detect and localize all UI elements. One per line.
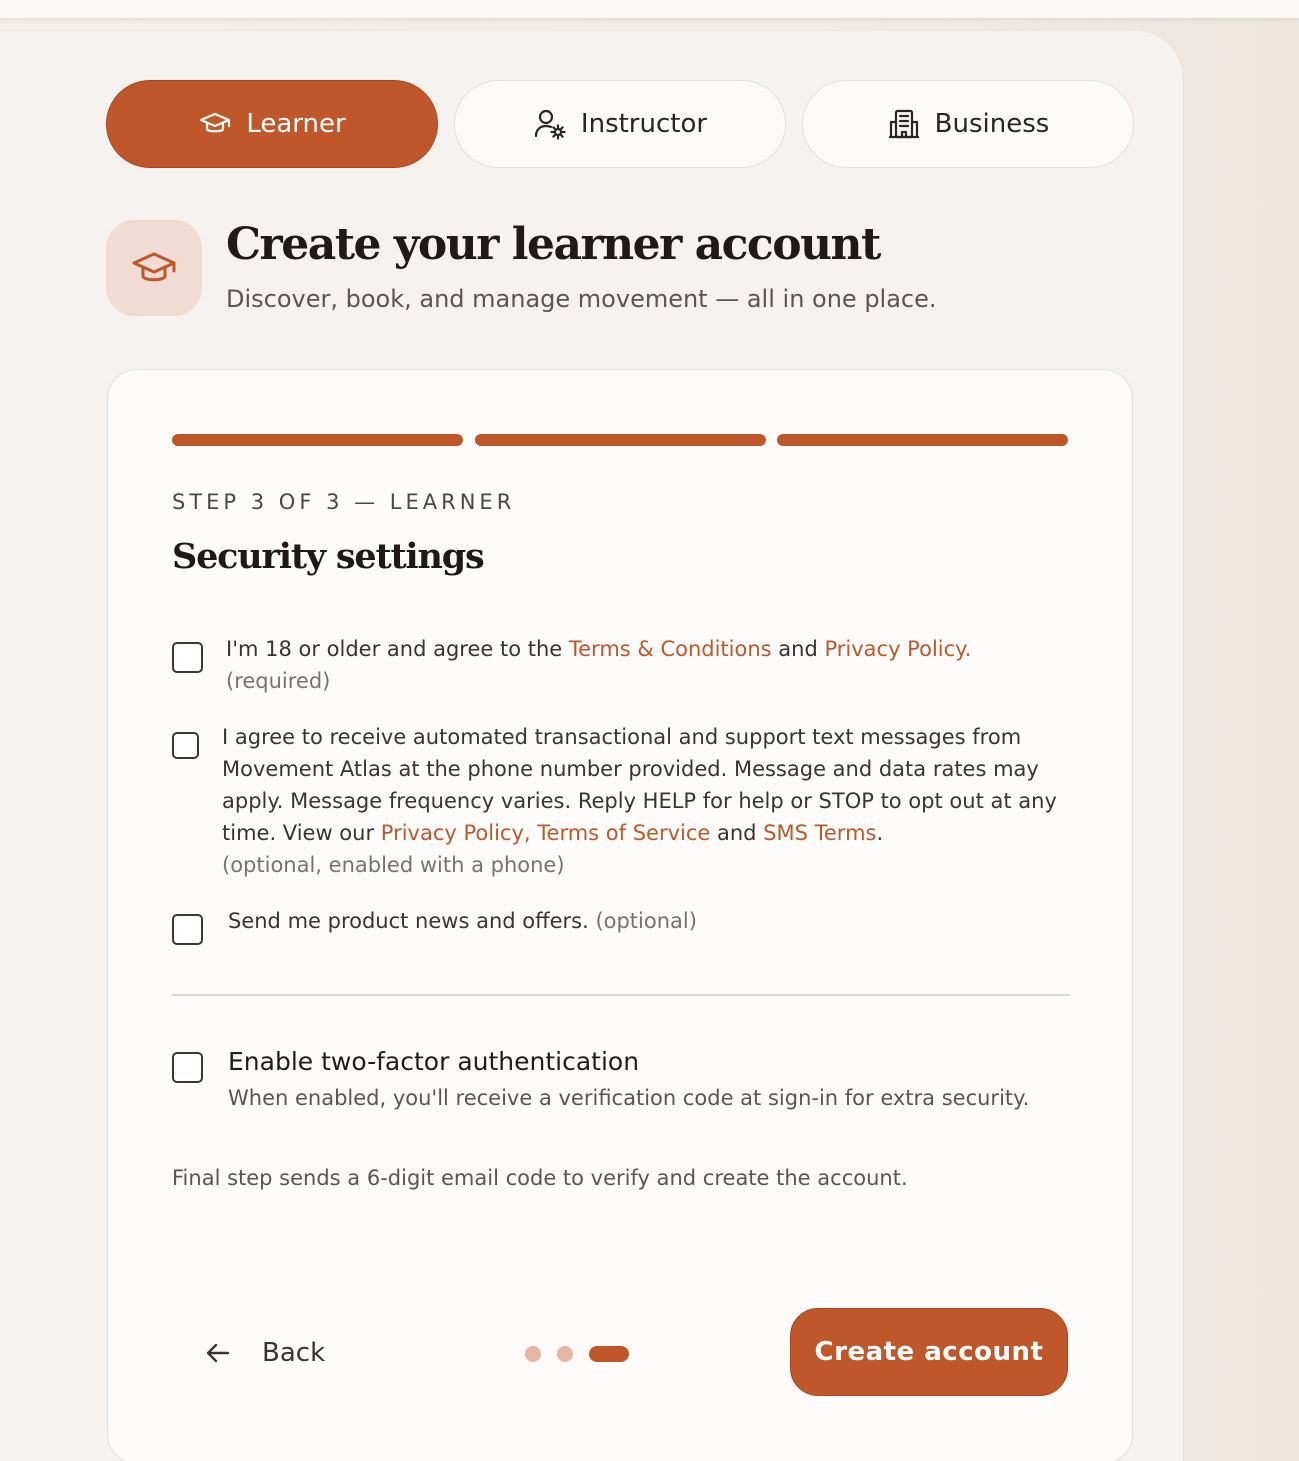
sms-optional-note: (optional, enabled with a phone) xyxy=(222,853,565,877)
sms-consent-checkbox[interactable] xyxy=(172,732,199,759)
two-factor-checkbox[interactable] xyxy=(172,1052,203,1083)
sms-consent-text xyxy=(222,721,1070,881)
role-tabs xyxy=(106,80,1134,168)
sms-suffix: . xyxy=(876,821,884,845)
tab-business-label: Business xyxy=(934,109,1050,139)
sms-comma: , xyxy=(523,821,538,845)
tab-learner[interactable] xyxy=(106,80,438,168)
section-divider xyxy=(172,994,1070,996)
step-label: STEP 3 OF 3 — LEARNER xyxy=(172,490,516,514)
two-factor-title: Enable two-factor authentication xyxy=(228,1047,640,1076)
two-factor-description: When enabled, you'll receive a verification code at sign-in for extra security. xyxy=(228,1086,1030,1110)
terms-prefix: I'm 18 or older and agree to the xyxy=(226,637,569,661)
progress-bar xyxy=(172,434,1070,446)
terms-checkbox[interactable] xyxy=(172,642,203,673)
signup-panel xyxy=(0,30,1184,1461)
top-bar xyxy=(0,0,1299,18)
final-step-note: Final step sends a 6-digit email code to verify and create the account. xyxy=(172,1166,908,1190)
back-button-label: Back xyxy=(262,1338,326,1368)
signup-form-card xyxy=(107,369,1133,1461)
progress-segment-2 xyxy=(475,434,766,446)
marketing-consent-text xyxy=(228,905,1048,937)
terms-and: and xyxy=(771,637,825,661)
create-account-button[interactable]: Create account xyxy=(790,1308,1068,1396)
header-graduation-cap-icon xyxy=(106,220,202,316)
privacy-policy-link[interactable]: Privacy Policy xyxy=(824,637,965,661)
terms-conditions-link[interactable]: Terms & Conditions xyxy=(568,637,772,661)
graduation-cap-icon xyxy=(198,107,232,141)
terms-of-service-link[interactable]: Terms of Service xyxy=(537,821,711,845)
marketing-text: Send me product news and offers. xyxy=(228,909,596,933)
sms-terms-link[interactable]: SMS Terms xyxy=(763,821,877,845)
pager-dot-2 xyxy=(557,1346,573,1362)
marketing-optional-note: (optional) xyxy=(595,909,697,933)
user-gear-icon xyxy=(533,107,567,141)
building-icon xyxy=(887,107,921,141)
tab-learner-label: Learner xyxy=(246,109,346,139)
progress-segment-3 xyxy=(777,434,1068,446)
progress-segment-1 xyxy=(172,434,463,446)
step-pager xyxy=(525,1346,635,1362)
pager-dot-3 xyxy=(589,1346,629,1362)
sms-privacy-policy-link[interactable]: Privacy Policy xyxy=(380,821,524,845)
terms-consent-text xyxy=(226,633,1046,697)
terms-required-note: (required) xyxy=(226,669,331,693)
arrow-left-icon xyxy=(204,1339,232,1367)
tab-instructor-label: Instructor xyxy=(580,109,708,139)
page-subtitle: Discover, book, and manage movement — all in one place. xyxy=(226,285,937,313)
sms-text: I agree to receive automated transactional and support text messages from Movement Atlas at the phone number provided. Message and data rates may apply. Message frequency varies. Reply HELP for help or STOP to opt out at any time. View our xyxy=(222,725,1057,845)
section-title: Security settings xyxy=(172,536,484,577)
tab-instructor[interactable] xyxy=(454,80,786,168)
back-button[interactable] xyxy=(204,1330,325,1376)
marketing-checkbox[interactable] xyxy=(172,914,203,945)
page-title: Create your learner account xyxy=(226,219,880,270)
pager-dot-1 xyxy=(525,1346,541,1362)
sms-and: and xyxy=(710,821,764,845)
tab-business[interactable] xyxy=(802,80,1134,168)
terms-suffix: . xyxy=(964,637,972,661)
